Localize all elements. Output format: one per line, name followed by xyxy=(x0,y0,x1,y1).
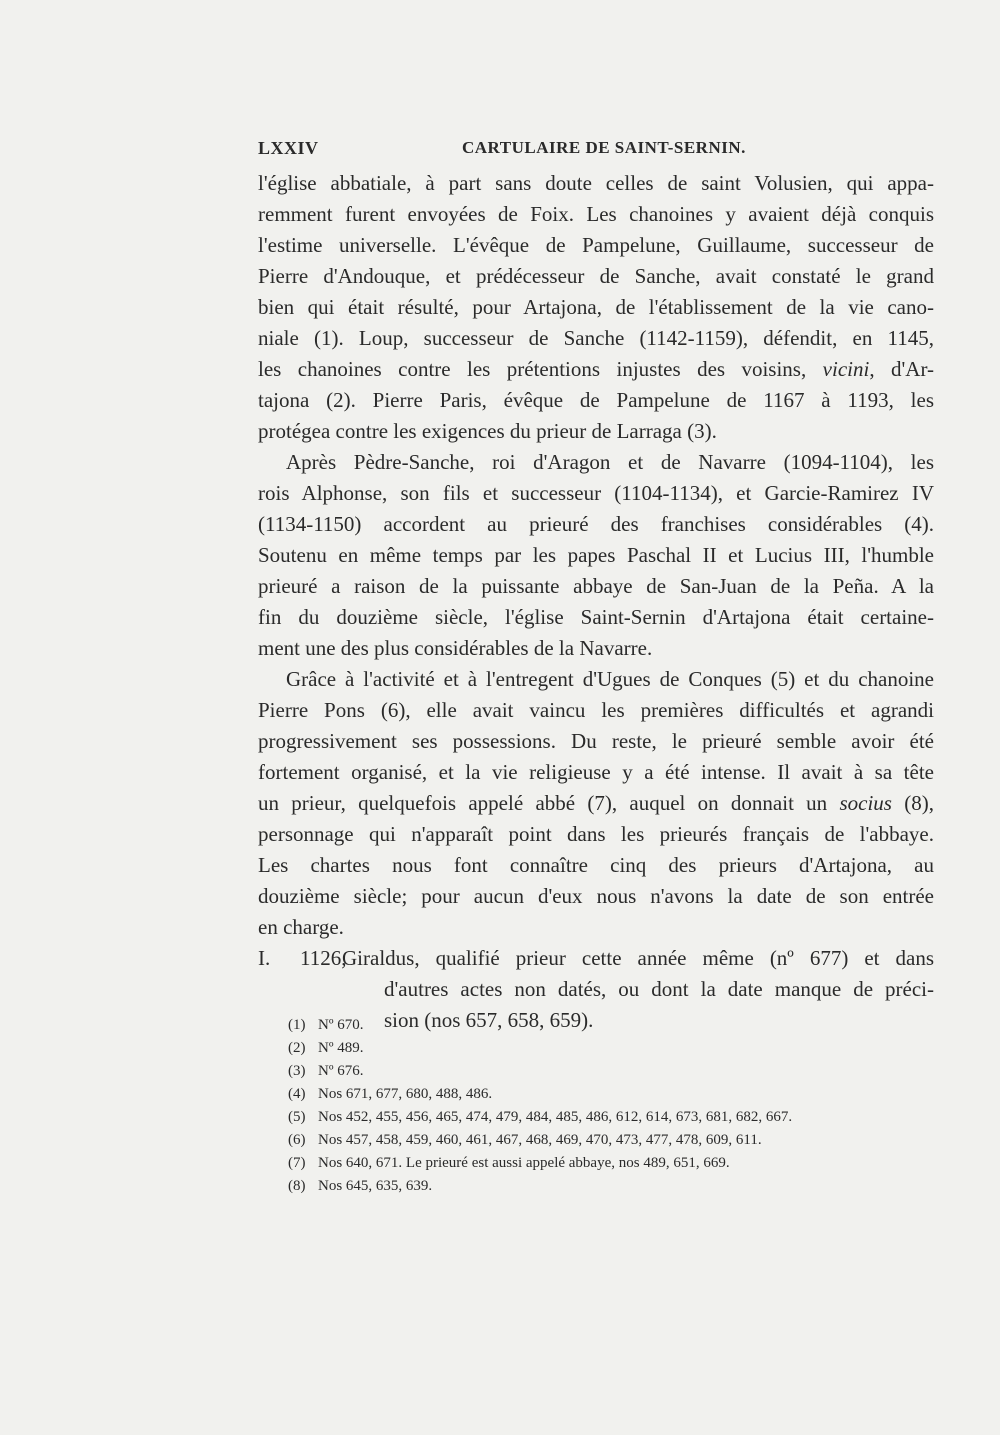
footnote-marker: (5) xyxy=(288,1109,306,1125)
text-segment: les chanoines contre les prétentions injustes des voisins, xyxy=(258,357,807,381)
footnote xyxy=(288,1106,908,1129)
text-line: Grâce à l'activité et à l'entregent d'Ugues de Conques (5) et du chanoine xyxy=(286,667,934,691)
footnote-marker: (4) xyxy=(288,1086,306,1102)
text-line: Les chartes nous font connaître cinq des prieurs d'Artajona, au xyxy=(258,853,934,877)
entry-year: 1126, xyxy=(300,946,347,970)
text-line: fin du douzième siècle, l'église Saint-Sernin d'Artajona était certaine- xyxy=(258,605,934,629)
footnote-text: Nos 671, 677, 680, 488, 486. xyxy=(318,1086,493,1102)
footnote xyxy=(288,1037,908,1060)
text-line: fortement organisé, et la vie religieuse y a été intense. Il avait à sa tête xyxy=(258,760,934,784)
paragraph-2 xyxy=(258,447,934,664)
footnote xyxy=(288,1152,908,1175)
entry-text: Giraldus, qualifié prieur cette année même (nº 677) et dans xyxy=(342,946,934,970)
footnote-text: Nº 670. xyxy=(318,1017,364,1033)
text-line: en charge. xyxy=(258,915,344,939)
text-line: l'église abbatiale, à part sans doute celles de saint Volusien, qui appa- xyxy=(258,171,934,195)
text-line: ment une des plus considérables de la Navarre. xyxy=(258,636,653,660)
text-line: progressivement ses possessions. Du reste, le prieuré semble avoir été xyxy=(258,729,934,753)
text-line: Après Pèdre-Sanche, roi d'Aragon et de Navarre (1094-1104), les xyxy=(286,450,934,474)
text-line xyxy=(258,788,934,819)
text-line: Pierre d'Andouque, et prédécesseur de Sanche, avait constaté le grand xyxy=(258,264,934,288)
text-line: l'estime universelle. L'évêque de Pampelune, Guillaume, successeur de xyxy=(258,233,934,257)
entry-first-line xyxy=(258,943,934,974)
text-line: rois Alphonse, son fils et successeur (1104-1134), et Garcie-Ramirez IV xyxy=(258,481,934,505)
text-line: personnage qui n'apparaît point dans les prieurés français de l'abbaye. xyxy=(258,822,934,846)
italic-term: vicini xyxy=(822,357,870,381)
footnote xyxy=(288,1014,908,1037)
italic-term: socius xyxy=(839,791,892,815)
text-line: prieuré a raison de la puissante abbaye de San-Juan de la Peña. A la xyxy=(258,574,934,598)
footnote-text: Nº 676. xyxy=(318,1063,364,1079)
text-segment: , d'Ar- xyxy=(869,357,935,381)
text-line: tajona (2). Pierre Paris, évêque de Pampelune de 1167 à 1193, les xyxy=(258,388,934,412)
footnotes xyxy=(288,1014,908,1198)
footnote-marker: (7) xyxy=(288,1155,306,1171)
footnote-text: Nos 452, 455, 456, 465, 474, 479, 484, 485, 486, 612, 614, 673, 681, 682, 667. xyxy=(318,1109,793,1125)
text-line: (1134-1150) accordent au prieuré des franchises considérables (4). xyxy=(258,512,934,536)
text-segment: un prieur, quelquefois appelé abbé (7), auquel on donnait un xyxy=(258,791,828,815)
text-line: Soutenu en même temps par les papes Paschal II et Lucius III, l'humble xyxy=(258,543,934,567)
footnote xyxy=(288,1083,908,1106)
entry-continuation: sion (nos 657, 658, 659). xyxy=(384,1008,594,1032)
main-text xyxy=(258,168,934,1036)
footnote xyxy=(288,1060,908,1083)
footnote-marker: (1) xyxy=(288,1017,306,1033)
text-line: bien qui était résulté, pour Artajona, de l'établissement de la vie cano- xyxy=(258,295,934,319)
paragraph-1 xyxy=(258,168,934,447)
text-line: douzième siècle; pour aucun d'eux nous n'avons la date de son entrée xyxy=(258,884,934,908)
footnote xyxy=(288,1175,908,1198)
footnote-text: Nº 489. xyxy=(318,1040,364,1056)
footnote-marker: (3) xyxy=(288,1063,306,1079)
entry-number: I. xyxy=(258,946,271,970)
footnote-marker: (2) xyxy=(288,1040,306,1056)
footnote-text: Nos 457, 458, 459, 460, 461, 467, 468, 469, 470, 473, 477, 478, 609, 611. xyxy=(318,1132,762,1148)
footnote-marker: (8) xyxy=(288,1178,306,1194)
footnote-text: Nos 640, 671. Le prieuré est aussi appelé abbaye, nos 489, 651, 669. xyxy=(318,1155,730,1171)
text-line: protégea contre les exigences du prieur de Larraga (3). xyxy=(258,419,717,443)
text-line: Pierre Pons (6), elle avait vaincu les premières difficultés et agrandi xyxy=(258,698,934,722)
text-line xyxy=(258,354,934,385)
footnote-marker: (6) xyxy=(288,1132,306,1148)
page-number: LXXIV xyxy=(258,138,319,158)
paragraph-3 xyxy=(258,664,934,943)
text-segment: (8), xyxy=(891,791,934,815)
running-header xyxy=(258,138,934,164)
entry-continuation: d'autres actes non datés, ou dont la date manque de préci- xyxy=(384,977,934,1001)
running-title: CARTULAIRE DE SAINT-SERNIN. xyxy=(462,138,746,157)
text-line: remment furent envoyées de Foix. Les chanoines y avaient déjà conquis xyxy=(258,202,934,226)
text-line: niale (1). Loup, successeur de Sanche (1142-1159), défendit, en 1145, xyxy=(258,326,934,350)
footnote xyxy=(288,1129,908,1152)
footnote-text: Nos 645, 635, 639. xyxy=(318,1178,433,1194)
